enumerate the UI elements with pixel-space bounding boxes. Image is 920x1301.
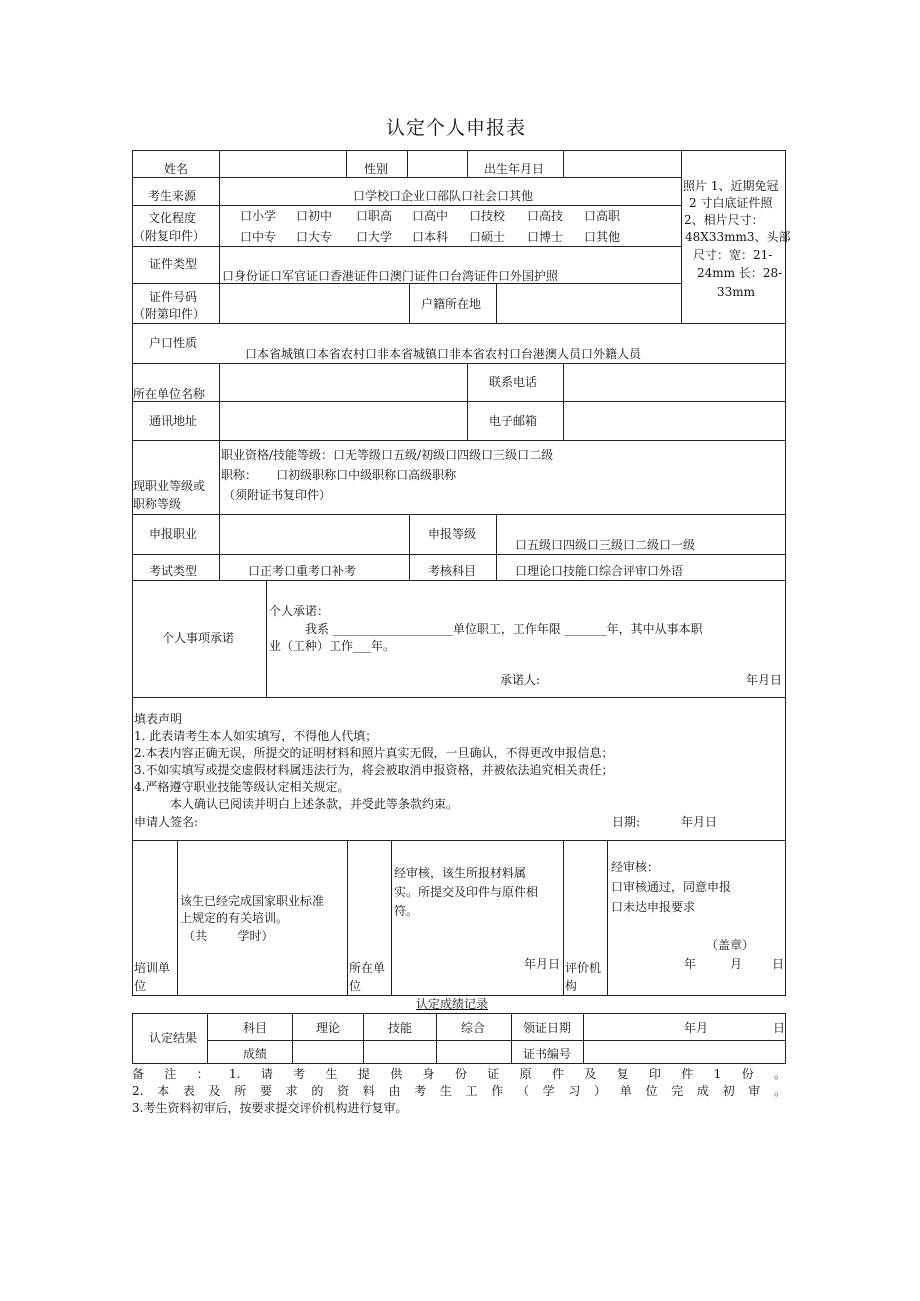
edu-option[interactable]: 口高中 <box>412 209 449 223</box>
source-label: 考生来源 <box>148 189 197 203</box>
cert-note: （须附证书复印件） <box>223 488 332 502</box>
declaration-heading: 填表声明 <box>134 712 183 726</box>
agency-month: 月 <box>730 957 743 971</box>
edu-option[interactable]: 口高职 <box>584 209 621 223</box>
employer-review-text: 实。所提交及印件与原件相 <box>394 885 539 899</box>
photo-note: 33mm <box>717 285 756 299</box>
edu-option[interactable]: 口中专 <box>240 230 277 244</box>
exam-subject-options[interactable]: 口理论口技能口综合评审口外语 <box>515 564 684 578</box>
email-field[interactable] <box>565 403 784 439</box>
current-level-label: 现职业等级或 <box>133 479 206 493</box>
employer-review-text: 符。 <box>394 904 419 918</box>
agency-year: 年 <box>684 957 697 971</box>
subject-skill: 技能 <box>388 1021 413 1035</box>
employer-review-date: 年月日 <box>524 957 561 971</box>
cert-number-label: 证书编号 <box>523 1047 572 1061</box>
pledge-label: 个人事项承诺 <box>162 631 235 645</box>
employer-review-text: 经审核，该生所报材料属 <box>394 866 527 880</box>
signature-label: 申请人签名: <box>134 815 199 829</box>
note-line: 备注：1.请考生提供身份证原件及复印件1份。 <box>132 1067 786 1081</box>
hukou-type-label: 户口性质 <box>149 336 198 350</box>
edu-option[interactable]: 口初中 <box>296 209 333 223</box>
address-field[interactable] <box>221 403 466 439</box>
agency-seal: （盖章） <box>706 938 755 952</box>
subject-composite: 综合 <box>461 1021 486 1035</box>
photo-note: 照片 1、近期免冠 <box>683 179 779 193</box>
pledge-line[interactable]: 业（工种）工作___年。 <box>269 639 396 653</box>
source-options[interactable]: 口学校口企业口部队口社会口其他 <box>353 189 534 203</box>
gender-field[interactable] <box>409 152 466 176</box>
apply-job-field[interactable] <box>221 516 408 553</box>
declaration-item: 2.本表内容正确无误，所提交的证明材料和照片真实无假，一旦确认，不得更改申报信息； <box>134 746 614 760</box>
id-number-field[interactable] <box>221 285 408 322</box>
photo-note: 24mm 长：28- <box>697 266 783 280</box>
name-label: 姓名 <box>164 162 189 176</box>
training-text: 上规定的有关培训。 <box>180 911 289 925</box>
agency-option-fail[interactable]: 口未达申报要求 <box>611 900 696 914</box>
score-label: 成绩 <box>243 1047 268 1061</box>
hukou-type-options[interactable]: 口本省城镇口本省农村口非本省城镇口非本省农村口台港澳人员口外籍人员 <box>245 347 642 361</box>
photo-note: 2 寸白底证件照 <box>689 196 773 210</box>
photo-note: 尺寸：宽：21- <box>693 248 773 262</box>
agency-option-pass[interactable]: 口审核通过，同意申报 <box>611 880 732 894</box>
issue-day: 日 <box>773 1021 786 1035</box>
current-level-label-2: 职称等级 <box>133 497 182 511</box>
score-theory-field[interactable] <box>294 1042 362 1062</box>
pledge-signer: 承诺人: <box>500 673 541 687</box>
birth-label: 出生年月日 <box>484 162 545 176</box>
declaration-item: 1. 此表请考生本人如实填写，不得他人代填； <box>134 729 378 743</box>
agency-label: 评价机 <box>565 961 602 975</box>
training-unit-label: 培训单 <box>134 961 171 975</box>
pledge-date: 年月日 <box>746 673 783 687</box>
edu-label: 文化程度 <box>148 211 197 225</box>
apply-level-label: 申报等级 <box>428 527 477 541</box>
agency-label-2: 构 <box>565 979 578 993</box>
page-title: 认定个人申报表 <box>386 117 527 139</box>
result-label: 认定结果 <box>149 1031 198 1045</box>
edu-option[interactable]: 口小学 <box>240 209 277 223</box>
issue-month: 年月 <box>684 1021 709 1035</box>
training-text: 该生已经完成国家职业标准 <box>180 894 325 908</box>
agency-day: 日 <box>772 957 785 971</box>
photo-note: 48X33mm3、头部 <box>685 230 791 244</box>
id-number-note: （附第印件） <box>133 307 206 321</box>
edu-option[interactable]: 口技校 <box>469 209 506 223</box>
pledge-line[interactable]: 我系 ____________________单位职工，工作年限 _______年，其中从事本职 <box>305 622 703 636</box>
edu-option[interactable]: 口其他 <box>584 230 621 244</box>
pledge-title: 个人承诺： <box>269 604 330 618</box>
score-skill-field[interactable] <box>365 1042 435 1062</box>
edu-option[interactable]: 口大专 <box>296 230 333 244</box>
exam-type-label: 考试类型 <box>149 564 198 578</box>
date-label: 日期: <box>612 815 641 829</box>
employer-label: 所在单位名称 <box>133 387 206 401</box>
apply-job-label: 申报职业 <box>149 527 198 541</box>
hukou-place-label: 户籍所在地 <box>421 297 482 311</box>
id-type-label: 证件类型 <box>149 257 198 271</box>
hukou-place-field[interactable] <box>498 285 680 322</box>
gender-label: 性别 <box>364 162 389 176</box>
employer-unit-label-2: 位 <box>349 979 362 993</box>
training-hours[interactable]: （共 学时） <box>183 929 274 943</box>
title-options[interactable]: 职称： 口初级职称口中级职称口高级职称 <box>221 468 457 482</box>
edu-option[interactable]: 口博士 <box>527 230 564 244</box>
record-heading: 认定成绩记录 <box>416 997 489 1011</box>
edu-option[interactable]: 口本科 <box>412 230 449 244</box>
phone-label: 联系电话 <box>489 375 538 389</box>
declaration-confirm: 本人确认已阅读并明白上述条款，并受此等条款约束。 <box>170 797 459 811</box>
employer-unit-label: 所在单 <box>349 961 386 975</box>
subject-theory: 理论 <box>316 1021 341 1035</box>
edu-option[interactable]: 口高技 <box>527 209 564 223</box>
exam-subject-label: 考核科目 <box>428 564 477 578</box>
edu-option[interactable]: 口硕士 <box>469 230 506 244</box>
issue-date-label: 领证日期 <box>523 1021 572 1035</box>
id-number-label: 证件号码 <box>149 290 198 304</box>
cert-number-field[interactable] <box>585 1042 784 1062</box>
photo-note: 2、相片尺寸： <box>684 213 764 227</box>
edu-option[interactable]: 口大学 <box>356 230 393 244</box>
score-composite-field[interactable] <box>438 1042 510 1062</box>
declaration-item: 4.严格遵守职业技能等级认定相关规定。 <box>134 780 350 794</box>
subject-label: 科目 <box>243 1021 268 1035</box>
date-value: 年月日 <box>681 815 718 829</box>
name-field[interactable] <box>221 152 345 176</box>
training-unit-label-2: 位 <box>134 979 147 993</box>
id-type-options[interactable]: 口身份证口军官证口香港证件口澳门证件口台湾证件口外国护照 <box>222 269 559 283</box>
qualification-options[interactable]: 职业资格/技能等级：口无等级口五级/初级口四级口三级口二级 <box>221 448 554 462</box>
edu-label-note: （附复印件） <box>133 229 206 243</box>
note-line: 2.本表及所要求的资料由考生工作（学习）单位完成初审。 <box>132 1084 786 1098</box>
declaration-item: 3.不如实填写或提交虚假材料属违法行为，将会被取消申报资格，并被依法追究相关责任； <box>134 763 614 777</box>
birth-field[interactable] <box>565 152 680 176</box>
agency-review-text: 经审核： <box>611 860 660 874</box>
employer-field[interactable] <box>221 365 466 400</box>
edu-option[interactable]: 口职高 <box>356 209 393 223</box>
address-label: 通讯地址 <box>149 414 198 428</box>
apply-level-options[interactable]: 口五级口四级口三级口二级口一级 <box>515 538 696 552</box>
note-line: 3.考生资料初审后，按要求提交评价机构进行复审。 <box>132 1101 408 1115</box>
exam-type-options[interactable]: 口正考口重考口补考 <box>248 564 357 578</box>
phone-field[interactable] <box>565 365 784 400</box>
email-label: 电子邮箱 <box>489 414 538 428</box>
